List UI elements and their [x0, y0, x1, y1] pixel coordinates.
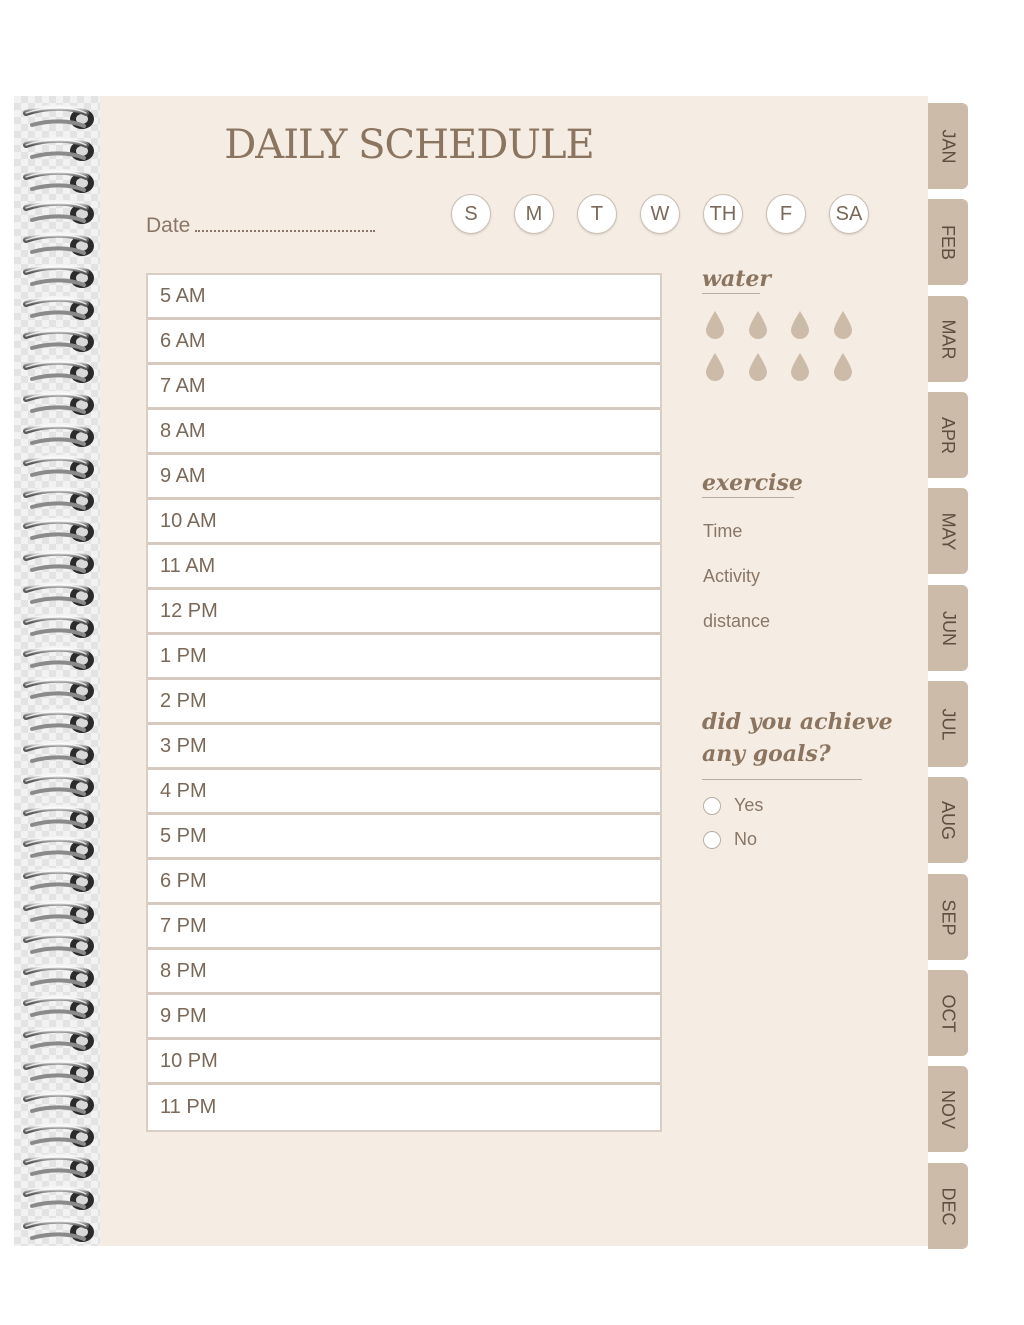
tab-label: MAY	[938, 512, 959, 550]
schedule-row[interactable]: 11 PM	[148, 1085, 660, 1130]
tab-feb[interactable]	[928, 199, 968, 285]
tab-label: FEB	[938, 224, 959, 260]
goals-no-radio[interactable]	[703, 831, 721, 849]
spiral-ring	[22, 517, 102, 547]
spiral-ring	[22, 1090, 102, 1120]
spiral-ring	[22, 835, 102, 865]
exercise-activity-field[interactable]: Activity	[703, 566, 761, 586]
schedule-row[interactable]: 9 PM	[148, 995, 660, 1040]
spiral-ring	[22, 645, 102, 675]
tab-label: OCT	[938, 994, 959, 1032]
date-label: Date	[146, 214, 191, 237]
schedule-row[interactable]: 10 PM	[148, 1040, 660, 1085]
schedule-row[interactable]: 6 AM	[148, 320, 660, 365]
spiral-ring	[22, 676, 102, 706]
tab-label: SEP	[938, 898, 959, 936]
spiral-ring	[22, 613, 102, 643]
tab-label: APR	[938, 416, 959, 454]
tab-label: AUG	[938, 800, 959, 840]
goals-no-label: No	[734, 829, 758, 849]
spiral-ring	[22, 486, 102, 516]
spiral-ring	[22, 1122, 102, 1152]
exercise-distance-field[interactable]: distance	[703, 611, 771, 631]
spiral-ring	[22, 772, 102, 802]
spiral-ring	[22, 199, 102, 229]
spiral-ring	[22, 994, 102, 1024]
spiral-ring	[22, 581, 102, 611]
spiral-ring	[22, 390, 102, 420]
schedule-row[interactable]: 9 AM	[148, 455, 660, 500]
tab-aug[interactable]	[928, 777, 968, 863]
tab-label: NOV	[938, 1089, 959, 1129]
schedule-row[interactable]: 7 PM	[148, 905, 660, 950]
goals-heading-line2: any goals?	[702, 741, 831, 767]
spiral-ring	[22, 327, 102, 357]
hourly-schedule	[146, 273, 662, 1132]
schedule-row[interactable]: 1 PM	[148, 635, 660, 680]
day-circle-friday[interactable]: F	[766, 194, 806, 234]
goals-yes-radio[interactable]	[703, 797, 721, 815]
spiral-binding	[14, 96, 100, 1246]
spiral-ring	[22, 708, 102, 738]
spiral-ring	[22, 740, 102, 770]
schedule-row[interactable]: 12 PM	[148, 590, 660, 635]
water-heading: water	[702, 266, 771, 292]
schedule-row[interactable]: 7 AM	[148, 365, 660, 410]
spiral-ring	[22, 804, 102, 834]
exercise-underline	[702, 497, 794, 498]
day-circle-tuesday[interactable]: T	[577, 194, 617, 234]
water-drop-icon[interactable]	[748, 310, 768, 340]
day-circle-saturday[interactable]: SA	[829, 194, 869, 234]
day-circle-thursday[interactable]: TH	[703, 194, 743, 234]
tab-label: JUN	[938, 610, 959, 646]
tab-mar[interactable]	[928, 296, 968, 382]
day-circle-wednesday[interactable]: W	[640, 194, 680, 234]
water-drop-icon[interactable]	[705, 352, 725, 382]
page-title: DAILY SCHEDULE	[224, 122, 594, 168]
tab-nov[interactable]	[928, 1066, 968, 1152]
goals-underline	[702, 779, 862, 780]
tab-label: DEC	[938, 1186, 959, 1226]
schedule-row[interactable]: 11 AM	[148, 545, 660, 590]
spiral-ring	[22, 899, 102, 929]
schedule-row[interactable]: 3 PM	[148, 725, 660, 770]
spiral-ring	[22, 1217, 102, 1247]
schedule-row[interactable]: 8 PM	[148, 950, 660, 995]
tab-may[interactable]	[928, 488, 968, 574]
water-drop-icon[interactable]	[748, 352, 768, 382]
spiral-ring	[22, 454, 102, 484]
spiral-ring	[22, 963, 102, 993]
spiral-ring	[22, 549, 102, 579]
spiral-ring	[22, 1026, 102, 1056]
water-drop-icon[interactable]	[833, 352, 853, 382]
date-input-line[interactable]	[195, 230, 375, 232]
schedule-row[interactable]: 6 PM	[148, 860, 660, 905]
spiral-ring	[22, 263, 102, 293]
exercise-time-field[interactable]: Time	[703, 521, 743, 541]
schedule-row[interactable]: 5 AM	[148, 275, 660, 320]
tab-sep[interactable]	[928, 874, 968, 960]
schedule-row[interactable]: 4 PM	[148, 770, 660, 815]
water-drop-icon[interactable]	[790, 352, 810, 382]
tab-apr[interactable]	[928, 392, 968, 478]
water-drop-icon[interactable]	[705, 310, 725, 340]
water-underline	[702, 293, 760, 294]
schedule-row[interactable]: 2 PM	[148, 680, 660, 725]
tab-jul[interactable]	[928, 681, 968, 767]
tab-jun[interactable]	[928, 585, 968, 671]
tab-oct[interactable]	[928, 970, 968, 1056]
tab-label: JUL	[938, 707, 959, 741]
water-drop-icon[interactable]	[833, 310, 853, 340]
spiral-ring	[22, 168, 102, 198]
exercise-heading: exercise	[702, 470, 803, 496]
goals-heading-line1: did you achieve	[702, 709, 893, 735]
schedule-row[interactable]: 5 PM	[148, 815, 660, 860]
day-circle-sunday[interactable]: S	[451, 194, 491, 234]
tab-label: JAN	[938, 128, 959, 164]
schedule-row[interactable]: 8 AM	[148, 410, 660, 455]
schedule-row[interactable]: 10 AM	[148, 500, 660, 545]
spiral-ring	[22, 422, 102, 452]
spiral-ring	[22, 231, 102, 261]
tab-dec[interactable]	[928, 1163, 968, 1249]
tab-label: MAR	[938, 319, 959, 359]
spiral-ring	[22, 295, 102, 325]
spiral-ring	[22, 867, 102, 897]
day-circle-monday[interactable]: M	[514, 194, 554, 234]
water-drop-icon[interactable]	[790, 310, 810, 340]
spiral-ring	[22, 1185, 102, 1215]
tab-jan[interactable]	[928, 103, 968, 189]
spiral-ring	[22, 1153, 102, 1183]
spiral-ring	[22, 1058, 102, 1088]
goals-yes-label: Yes	[734, 795, 764, 815]
spiral-ring	[22, 931, 102, 961]
spiral-ring	[22, 358, 102, 388]
